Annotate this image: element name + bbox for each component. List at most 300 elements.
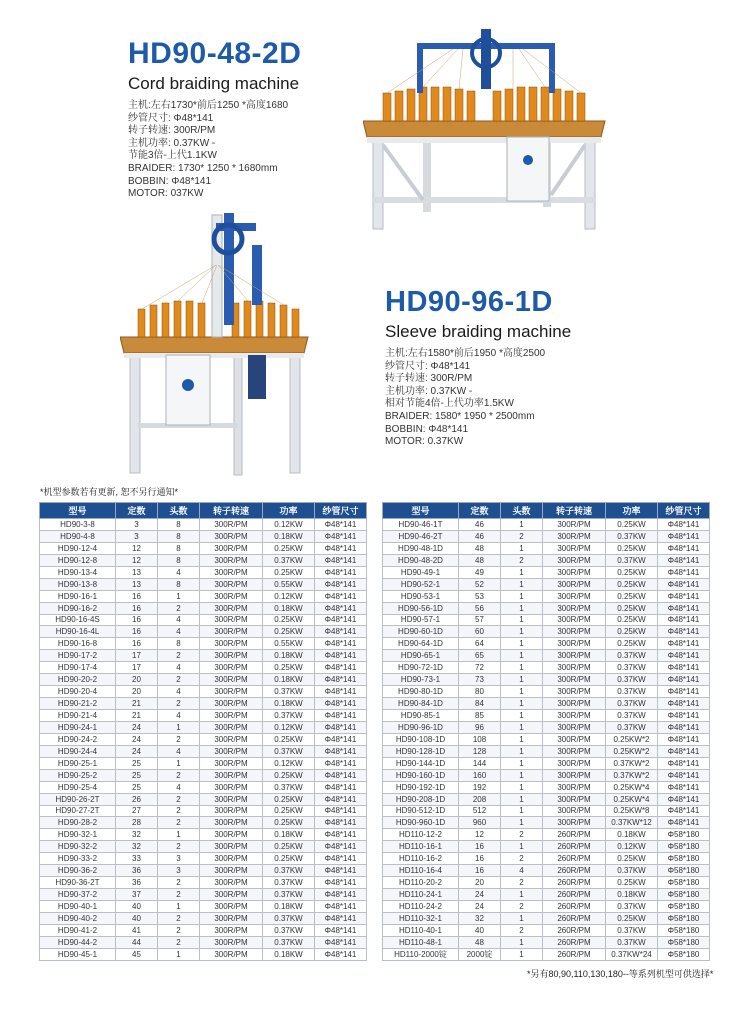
col-header-bobbin: 纱管尺寸 (658, 503, 710, 519)
cell-heads: 8 (158, 542, 200, 554)
cell-model: HD90-13-4 (40, 566, 116, 578)
table-row (383, 602, 710, 614)
cell-model: HD90-26-2T (40, 793, 116, 805)
cell-model: HD90-40-2 (40, 912, 116, 924)
cell-model: HD90-64-1D (383, 638, 459, 650)
cell-heads: 4 (158, 614, 200, 626)
cell-power: 0.18KW (263, 674, 315, 686)
cell-power: 0.25KW (606, 566, 658, 578)
table-row (40, 793, 367, 805)
cell-count: 96 (459, 721, 501, 733)
cell-count: 44 (116, 936, 158, 948)
cell-heads: 1 (501, 614, 543, 626)
product-sleeve-braiding (385, 286, 685, 449)
cell-count: 17 (116, 650, 158, 662)
table-row (40, 781, 367, 793)
cell-bobbin: Φ48*141 (658, 590, 710, 602)
cell-count: 16 (459, 853, 501, 865)
cell-count: 24 (459, 901, 501, 913)
cell-model: HD90-49-1 (383, 566, 459, 578)
cell-bobbin: Φ58*180 (658, 924, 710, 936)
cell-heads: 1 (158, 757, 200, 769)
cell-speed: 300R/PM (200, 710, 263, 722)
table-row (383, 889, 710, 901)
spec-table-left (39, 502, 367, 961)
cell-bobbin: Φ48*141 (315, 614, 367, 626)
cell-count: 108 (459, 733, 501, 745)
cell-speed: 300R/PM (200, 757, 263, 769)
table-row (40, 626, 367, 638)
cell-bobbin: Φ48*141 (658, 674, 710, 686)
table-row (383, 674, 710, 686)
cell-heads: 2 (158, 817, 200, 829)
cell-power: 0.55KW (263, 638, 315, 650)
cell-speed: 300R/PM (200, 721, 263, 733)
cell-count: 24 (116, 745, 158, 757)
cell-speed: 300R/PM (543, 769, 606, 781)
cell-heads: 1 (501, 626, 543, 638)
cell-power: 0.25KW (263, 662, 315, 674)
cell-power: 0.37KW (606, 530, 658, 542)
cell-bobbin: Φ48*141 (315, 519, 367, 531)
cell-model: HD90-44-2 (40, 936, 116, 948)
cell-model: HD90-36-2T (40, 877, 116, 889)
spec-table-right (382, 502, 710, 961)
table-row (40, 769, 367, 781)
cell-speed: 260R/PM (543, 901, 606, 913)
table-row (40, 662, 367, 674)
cell-speed: 300R/PM (200, 662, 263, 674)
cell-heads: 1 (501, 948, 543, 960)
cell-bobbin: Φ48*141 (658, 698, 710, 710)
cell-heads: 4 (158, 686, 200, 698)
cell-power: 0.25KW (263, 817, 315, 829)
cell-speed: 300R/PM (200, 793, 263, 805)
cell-count: 41 (116, 924, 158, 936)
cell-bobbin: Φ58*180 (658, 889, 710, 901)
cell-model: HD90-20-4 (40, 686, 116, 698)
cell-heads: 4 (158, 710, 200, 722)
cell-speed: 300R/PM (200, 877, 263, 889)
table-row (40, 733, 367, 745)
cell-model: HD90-72-1D (383, 662, 459, 674)
table-row (40, 710, 367, 722)
cell-heads: 2 (158, 889, 200, 901)
cell-model: HD90-48-1D (383, 542, 459, 554)
cell-heads: 1 (501, 519, 543, 531)
cell-count: 3 (116, 530, 158, 542)
cell-model: HD90-73-1 (383, 674, 459, 686)
cell-speed: 300R/PM (543, 638, 606, 650)
cell-power: 0.25KW (263, 769, 315, 781)
table-row (383, 626, 710, 638)
table-row (40, 590, 367, 602)
cell-heads: 2 (158, 733, 200, 745)
table-row (383, 614, 710, 626)
cell-bobbin: Φ48*141 (315, 530, 367, 542)
cell-model: HD90-12-8 (40, 554, 116, 566)
table-row (40, 936, 367, 948)
table-body (40, 519, 367, 961)
cell-heads: 1 (501, 662, 543, 674)
cell-speed: 300R/PM (200, 817, 263, 829)
cell-speed: 300R/PM (543, 602, 606, 614)
cell-speed: 300R/PM (200, 698, 263, 710)
cell-heads: 1 (501, 674, 543, 686)
cell-speed: 300R/PM (200, 554, 263, 566)
cell-heads: 2 (158, 769, 200, 781)
cell-model: HD90-144-1D (383, 757, 459, 769)
cell-count: 16 (459, 865, 501, 877)
cell-model: HD90-45-1 (40, 948, 116, 960)
cell-heads: 2 (501, 829, 543, 841)
cell-bobbin: Φ48*141 (658, 662, 710, 674)
cell-count: 13 (116, 566, 158, 578)
cell-count: 32 (116, 841, 158, 853)
cell-heads: 2 (158, 674, 200, 686)
product-subtitle: Cord braiding machine (128, 74, 300, 93)
cell-bobbin: Φ48*141 (658, 542, 710, 554)
product-subtitle: Sleeve braiding machine (385, 322, 572, 341)
table-row (40, 829, 367, 841)
cell-power: 0.25KW (263, 853, 315, 865)
cell-bobbin: Φ58*180 (658, 948, 710, 960)
product-model-title: HD90-48-2D (128, 37, 302, 70)
cell-heads: 8 (158, 578, 200, 590)
cell-count: 20 (116, 686, 158, 698)
table-row (383, 698, 710, 710)
cell-model: HD90-17-4 (40, 662, 116, 674)
table-row (40, 865, 367, 877)
cell-speed: 300R/PM (543, 542, 606, 554)
cell-power: 0.25KW (263, 841, 315, 853)
cell-count: 13 (116, 578, 158, 590)
cell-power: 0.25KW (263, 626, 315, 638)
cell-bobbin: Φ48*141 (658, 626, 710, 638)
cell-power: 0.37KW (263, 686, 315, 698)
cell-bobbin: Φ48*141 (658, 745, 710, 757)
cell-power: 0.25KW (263, 566, 315, 578)
cell-heads: 2 (158, 650, 200, 662)
table-row (40, 817, 367, 829)
cell-bobbin: Φ48*141 (315, 924, 367, 936)
cell-model: HD90-36-2 (40, 865, 116, 877)
cell-power: 0.18KW (263, 602, 315, 614)
cell-power: 0.37KW*2 (606, 769, 658, 781)
cell-power: 0.25KW (606, 590, 658, 602)
cell-power: 0.12KW (263, 519, 315, 531)
cell-bobbin: Φ48*141 (315, 686, 367, 698)
cell-count: 56 (459, 602, 501, 614)
cell-model: HD90-27-2T (40, 805, 116, 817)
cell-count: 16 (459, 841, 501, 853)
table-row (383, 877, 710, 889)
table-row (40, 757, 367, 769)
cell-speed: 300R/PM (200, 650, 263, 662)
cell-heads: 2 (501, 877, 543, 889)
cell-power: 0.25KW (606, 542, 658, 554)
cell-speed: 300R/PM (543, 590, 606, 602)
cell-model: HD90-41-2 (40, 924, 116, 936)
cell-count: 65 (459, 650, 501, 662)
cell-model: HD90-24-2 (40, 733, 116, 745)
cell-speed: 300R/PM (200, 590, 263, 602)
cell-speed: 300R/PM (200, 626, 263, 638)
cell-power: 0.18KW (606, 829, 658, 841)
cell-speed: 300R/PM (200, 912, 263, 924)
cell-power: 0.37KW (606, 710, 658, 722)
cell-speed: 300R/PM (200, 936, 263, 948)
cell-model: HD90-160-1D (383, 769, 459, 781)
table-body (383, 519, 710, 961)
cell-model: HD90-25-2 (40, 769, 116, 781)
cell-model: HD90-57-1 (383, 614, 459, 626)
cell-power: 0.37KW*2 (606, 757, 658, 769)
table-row (40, 542, 367, 554)
table-row (40, 602, 367, 614)
cell-power: 0.37KW (606, 936, 658, 948)
cell-model: HD90-16-4L (40, 626, 116, 638)
cell-heads: 2 (158, 698, 200, 710)
cell-speed: 300R/PM (200, 781, 263, 793)
cell-power: 0.37KW (606, 924, 658, 936)
cell-power: 0.25KW*2 (606, 733, 658, 745)
cell-count: 3 (116, 519, 158, 531)
table-row (40, 805, 367, 817)
cell-power: 0.37KW (606, 686, 658, 698)
table-row (40, 901, 367, 913)
cell-model: HD90-21-4 (40, 710, 116, 722)
cell-power: 0.12KW (606, 841, 658, 853)
spec-line: BRAIDER: 1730* 1250 * 1680mm (128, 162, 278, 174)
cell-count: 16 (116, 626, 158, 638)
cell-power: 0.55KW (263, 578, 315, 590)
cell-power: 0.37KW (263, 936, 315, 948)
cell-speed: 300R/PM (200, 602, 263, 614)
cell-count: 20 (116, 674, 158, 686)
cell-speed: 300R/PM (200, 901, 263, 913)
cell-speed: 300R/PM (543, 793, 606, 805)
table-row (383, 829, 710, 841)
cell-bobbin: Φ48*141 (658, 638, 710, 650)
cell-speed: 260R/PM (543, 877, 606, 889)
cell-speed: 300R/PM (543, 554, 606, 566)
cell-heads: 2 (501, 924, 543, 936)
cell-bobbin: Φ48*141 (315, 566, 367, 578)
table-row (40, 638, 367, 650)
cell-power: 0.25KW (263, 793, 315, 805)
cell-model: HD90-192-1D (383, 781, 459, 793)
cell-bobbin: Φ48*141 (315, 721, 367, 733)
cell-count: 32 (459, 912, 501, 924)
spec-line: 主机:左右1580*前后1950 *高度2500 (385, 348, 546, 359)
cell-speed: 300R/PM (200, 519, 263, 531)
table-header-row (383, 503, 710, 519)
table-row (383, 912, 710, 924)
cell-bobbin: Φ58*180 (658, 877, 710, 889)
cell-bobbin: Φ58*180 (658, 912, 710, 924)
cell-count: 57 (459, 614, 501, 626)
cell-model: HD90-52-1 (383, 578, 459, 590)
cell-speed: 300R/PM (200, 841, 263, 853)
cell-heads: 1 (501, 638, 543, 650)
cell-bobbin: Φ48*141 (315, 853, 367, 865)
cell-power: 0.37KW (606, 721, 658, 733)
cell-speed: 260R/PM (543, 865, 606, 877)
table-row (383, 686, 710, 698)
cell-speed: 300R/PM (200, 686, 263, 698)
cell-bobbin: Φ48*141 (315, 817, 367, 829)
cell-heads: 1 (501, 602, 543, 614)
cell-heads: 1 (501, 841, 543, 853)
cell-model: HD110-2000锭 (383, 948, 459, 960)
cell-count: 49 (459, 566, 501, 578)
cell-bobbin: Φ48*141 (315, 590, 367, 602)
cell-heads: 2 (158, 841, 200, 853)
cell-model: HD90-12-4 (40, 542, 116, 554)
cell-speed: 300R/PM (543, 745, 606, 757)
cell-heads: 8 (158, 530, 200, 542)
cell-bobbin: Φ48*141 (315, 602, 367, 614)
cell-power: 0.12KW (263, 590, 315, 602)
cell-heads: 2 (158, 877, 200, 889)
col-header-model: 型号 (383, 503, 459, 519)
spec-line: 节能3倍-上代1.1KW (128, 150, 217, 162)
cell-speed: 300R/PM (200, 614, 263, 626)
spec-line: BOBBIN: Φ48*141 (385, 423, 469, 435)
cell-heads: 1 (158, 590, 200, 602)
cell-model: HD110-16-1 (383, 841, 459, 853)
cell-speed: 300R/PM (200, 829, 263, 841)
table-row (383, 721, 710, 733)
spec-line: 主机功率: 0.37KW - (385, 385, 473, 397)
cell-heads: 4 (158, 781, 200, 793)
cell-bobbin: Φ48*141 (315, 829, 367, 841)
cell-bobbin: Φ48*141 (315, 877, 367, 889)
table-row (40, 877, 367, 889)
cell-bobbin: Φ48*141 (658, 710, 710, 722)
cell-power: 0.18KW (263, 650, 315, 662)
cell-bobbin: Φ58*180 (658, 853, 710, 865)
cell-speed: 260R/PM (543, 889, 606, 901)
cell-heads: 1 (501, 698, 543, 710)
cell-power: 0.25KW*4 (606, 793, 658, 805)
cell-heads: 1 (501, 889, 543, 901)
cell-bobbin: Φ48*141 (658, 757, 710, 769)
cell-heads: 1 (158, 829, 200, 841)
cell-count: 21 (116, 710, 158, 722)
cell-speed: 300R/PM (200, 733, 263, 745)
cell-count: 40 (459, 924, 501, 936)
col-header-heads: 头数 (501, 503, 543, 519)
cell-heads: 2 (501, 901, 543, 913)
cell-heads: 1 (501, 745, 543, 757)
cell-model: HD90-25-1 (40, 757, 116, 769)
cell-bobbin: Φ58*180 (658, 936, 710, 948)
cell-bobbin: Φ58*180 (658, 901, 710, 913)
cell-bobbin: Φ48*141 (315, 865, 367, 877)
cell-speed: 260R/PM (543, 841, 606, 853)
cell-speed: 300R/PM (543, 710, 606, 722)
cell-power: 0.37KW (263, 877, 315, 889)
cell-count: 40 (116, 901, 158, 913)
cell-heads: 1 (501, 912, 543, 924)
cell-model: HD110-24-2 (383, 901, 459, 913)
cell-count: 28 (116, 817, 158, 829)
cell-count: 16 (116, 638, 158, 650)
cell-power: 0.25KW (263, 733, 315, 745)
cell-speed: 300R/PM (543, 626, 606, 638)
series-notice: *另有80,90,110,130,180--等系列机型可供选择* (527, 969, 714, 979)
cell-model: HD90-4-8 (40, 530, 116, 542)
table-row (40, 698, 367, 710)
cell-speed: 300R/PM (543, 614, 606, 626)
cell-model: HD90-24-4 (40, 745, 116, 757)
cell-model: HD90-16-1 (40, 590, 116, 602)
cell-model: HD90-85-1 (383, 710, 459, 722)
cell-model: HD110-16-2 (383, 853, 459, 865)
cell-heads: 8 (158, 638, 200, 650)
cell-power: 0.37KW (606, 662, 658, 674)
cell-count: 46 (459, 530, 501, 542)
cell-heads: 1 (501, 757, 543, 769)
cell-count: 160 (459, 769, 501, 781)
table-row (40, 519, 367, 531)
cell-speed: 260R/PM (543, 829, 606, 841)
cell-model: HD90-16-4S (40, 614, 116, 626)
cell-speed: 260R/PM (543, 912, 606, 924)
cell-power: 0.25KW (263, 805, 315, 817)
cell-model: HD90-20-2 (40, 674, 116, 686)
cell-bobbin: Φ48*141 (315, 710, 367, 722)
cell-model: HD90-48-2D (383, 554, 459, 566)
cell-bobbin: Φ48*141 (658, 554, 710, 566)
spec-line: BRAIDER: 1580* 1950 * 2500mm (385, 410, 535, 422)
cell-power: 0.37KW (263, 554, 315, 566)
cell-model: HD110-20-2 (383, 877, 459, 889)
cell-count: 208 (459, 793, 501, 805)
cell-power: 0.37KW (606, 554, 658, 566)
cell-model: HD90-46-1T (383, 519, 459, 531)
cell-model: HD90-84-1D (383, 698, 459, 710)
cell-count: 73 (459, 674, 501, 686)
table-row (383, 745, 710, 757)
table-row (40, 912, 367, 924)
cell-model: HD90-46-2T (383, 530, 459, 542)
table-row (383, 519, 710, 531)
cell-speed: 300R/PM (543, 650, 606, 662)
cell-speed: 300R/PM (543, 686, 606, 698)
cell-bobbin: Φ48*141 (658, 614, 710, 626)
cell-heads: 2 (158, 805, 200, 817)
table-row (383, 805, 710, 817)
cell-speed: 300R/PM (200, 948, 263, 960)
spec-line: 转子转速: 300R/PM (128, 125, 216, 137)
table-row (40, 578, 367, 590)
cell-count: 48 (459, 936, 501, 948)
cell-model: HD110-32-1 (383, 912, 459, 924)
cell-speed: 300R/PM (200, 542, 263, 554)
cell-count: 48 (459, 554, 501, 566)
cell-heads: 1 (501, 936, 543, 948)
cell-power: 0.25KW*4 (606, 781, 658, 793)
cell-heads: 2 (501, 530, 543, 542)
col-header-power: 功率 (263, 503, 315, 519)
cell-bobbin: Φ48*141 (315, 638, 367, 650)
cell-count: 960 (459, 817, 501, 829)
cell-bobbin: Φ48*141 (315, 698, 367, 710)
cell-bobbin: Φ48*141 (315, 757, 367, 769)
